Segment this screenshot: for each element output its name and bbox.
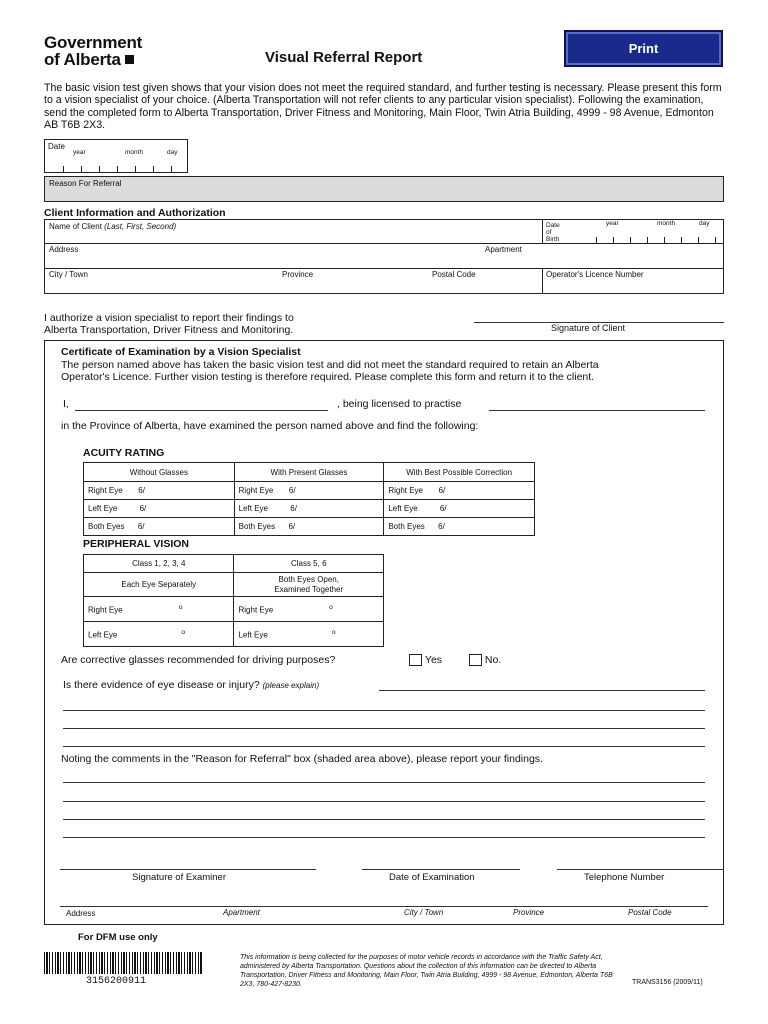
client-info-table (44, 219, 724, 294)
telephone-label: Telephone Number (584, 872, 665, 883)
examiner-city-label: City / Town (404, 908, 444, 917)
examiner-signature-line[interactable] (60, 869, 316, 870)
client-name-label: Name of Client (49, 222, 102, 231)
acuity-left-eye-cell[interactable]: Left Eye 6/ (84, 500, 235, 518)
acuity-left-eye-cell[interactable]: Left Eye 6/ (384, 500, 535, 518)
date-label: Date (48, 142, 65, 151)
licence-number-field[interactable]: Operator's Licence Number (546, 270, 644, 279)
examiner-address-label: Address (66, 909, 96, 918)
reason-for-referral-box[interactable] (44, 176, 724, 202)
telephone-line[interactable] (557, 869, 723, 870)
print-button[interactable]: Print (564, 30, 723, 67)
examiner-address-line[interactable] (60, 906, 708, 907)
certificate-heading: Certificate of Examination by a Vision Specialist (61, 346, 301, 358)
findings-line-4[interactable] (63, 837, 705, 838)
dob-month-label: month (657, 220, 676, 227)
client-info-heading: Client Information and Authorization (44, 207, 226, 219)
privacy-notice: This information is being collected for the purposes of motor vehicle records in accordance with the Traffic Safety Act, administered by Alberta Transportation. Questions about the collection of this information can be directed to Alberta Transportation, Driver Fitness and Monitoring, Main Floor, Twin Atria Building, 4999 - 98 Avenue, Edmonton, Alberta T6B 2X3, 780-427-8230. (240, 954, 613, 988)
exam-date-line[interactable] (362, 869, 520, 870)
disease-line-1[interactable] (379, 690, 705, 691)
acuity-right-eye-cell[interactable]: Right Eye 6/ (384, 482, 535, 500)
acuity-right-eye-cell[interactable]: Right Eye 6/ (84, 482, 235, 500)
findings-line-2[interactable] (63, 801, 705, 802)
examiner-apartment-label: Apartment (223, 908, 260, 917)
certificate-text: The person named above has taken the basic vision test and did not meet the standard required to retain an Alberta Operator's Licence. Further vision testing is therefore required. Please complete this form and return it to the client. (61, 359, 599, 384)
barcode-icon (44, 952, 202, 974)
yes-option[interactable]: Yes (409, 654, 442, 666)
findings-line-1[interactable] (63, 782, 705, 783)
glasses-question: Are corrective glasses recommended for driving purposes? (61, 654, 336, 666)
peripheral-left-eye-cell-1[interactable]: Left Eye $^o$ (84, 622, 234, 647)
dob-day-label: day (699, 220, 710, 227)
examiner-province-label: Province (513, 908, 545, 917)
i-label: I, (63, 398, 69, 410)
client-name-field[interactable] (49, 222, 176, 231)
exam-date-label: Date of Examination (389, 872, 475, 883)
peripheral-left-eye-cell-2[interactable]: Left Eye $^o$ (234, 622, 384, 647)
no-option[interactable]: No. (469, 654, 501, 666)
noting-text: Noting the comments in the "Reason for Referral" box (shaded area above), please report your findings. (61, 753, 543, 765)
postal-code-field[interactable]: Postal Code (432, 270, 476, 279)
client-name-hint: (Last, First, Second) (104, 222, 177, 231)
apartment-field[interactable]: Apartment (485, 245, 522, 254)
disease-line-2[interactable] (63, 710, 705, 711)
examiner-postal-label: Postal Code (628, 908, 672, 917)
acuity-right-eye-cell[interactable]: Right Eye 6/ (234, 482, 384, 500)
peripheral-table (83, 554, 384, 647)
reason-label: Reason For Referral (49, 179, 122, 188)
disease-line-4[interactable] (63, 746, 705, 747)
peripheral-right-eye-cell-2[interactable]: Right Eye $^o$ (234, 597, 384, 622)
intro-text: The basic vision test given shows that your vision does not meet the required standard, and further testing is necessary. Please present this form to a vision specialist of your choice. (Alberta Transportation will not refer clients to any particular vision specialist). Following the examination, send the completed form to Alberta Transportation, Driver Fitness and Monitoring, Main Floor, Twin Atria Building, 4999 - 98 Avenue, Edmonton AB T6B 2X3. (44, 82, 722, 132)
peripheral-right-eye-cell-1[interactable]: Right Eye $^o$ (84, 597, 234, 622)
date-box[interactable] (44, 139, 188, 173)
logo-square-icon (125, 55, 134, 64)
both-open-header: Both Eyes Open, Examined Together (234, 573, 384, 597)
dob-field[interactable] (590, 237, 722, 243)
client-signature-label: Signature of Client (551, 323, 626, 333)
address-field[interactable]: Address (49, 245, 79, 254)
class-5-6-header: Class 5, 6 (234, 555, 384, 573)
logo-line-1: Government (44, 33, 143, 52)
findings-line-3[interactable] (63, 819, 705, 820)
acuity-col-2: With Present Glasses (234, 463, 384, 482)
dfm-use-label: For DFM use only (78, 932, 158, 943)
form-id: TRANS3156 (2009/11) (632, 979, 703, 986)
acuity-both-eyes-cell[interactable]: Both Eyes 6/ (234, 518, 384, 536)
acuity-both-eyes-cell[interactable]: Both Eyes 6/ (84, 518, 235, 536)
province-text: in the Province of Alberta, have examined the person named above and find the following: (61, 420, 479, 432)
acuity-left-eye-cell[interactable]: Left Eye 6/ (234, 500, 384, 518)
acuity-col-3: With Best Possible Correction (384, 463, 535, 482)
examiner-signature-label: Signature of Examiner (132, 872, 226, 883)
each-eye-header: Each Eye Separately (84, 573, 234, 597)
practise-line[interactable] (489, 410, 705, 411)
form-title: Visual Referral Report (265, 49, 423, 66)
no-checkbox[interactable] (469, 654, 482, 666)
authorize-text: I authorize a vision specialist to report their findings to Alberta Transportation, Driver Fitness and Monitoring. (44, 312, 294, 337)
disease-line-3[interactable] (63, 728, 705, 729)
dob-year-label: year (606, 220, 619, 227)
barcode-number: 3156200911 (86, 976, 147, 987)
date-day-label: day (167, 149, 178, 156)
yes-checkbox[interactable] (409, 654, 422, 666)
acuity-both-eyes-cell[interactable]: Both Eyes 6/ (384, 518, 535, 536)
acuity-table (83, 462, 535, 536)
date-year-label: year (73, 149, 86, 156)
logo-line-2: of Alberta (44, 50, 121, 69)
government-of-alberta-logo (44, 34, 142, 68)
province-field[interactable]: Province (282, 270, 314, 279)
peripheral-heading: PERIPHERAL VISION (83, 538, 189, 550)
dob-label: Date of Birth (546, 222, 560, 243)
date-month-label: month (125, 149, 144, 156)
disease-question: Is there evidence of eye disease or injury? (please explain) (63, 679, 320, 691)
class-1-4-header: Class 1, 2, 3, 4 (84, 555, 234, 573)
specialist-name-line[interactable] (75, 410, 328, 411)
acuity-heading: ACUITY RATING (83, 447, 165, 459)
licensed-label: , being licensed to practise (337, 398, 462, 410)
city-field[interactable]: City / Town (49, 270, 88, 279)
acuity-col-1: Without Glasses (84, 463, 235, 482)
